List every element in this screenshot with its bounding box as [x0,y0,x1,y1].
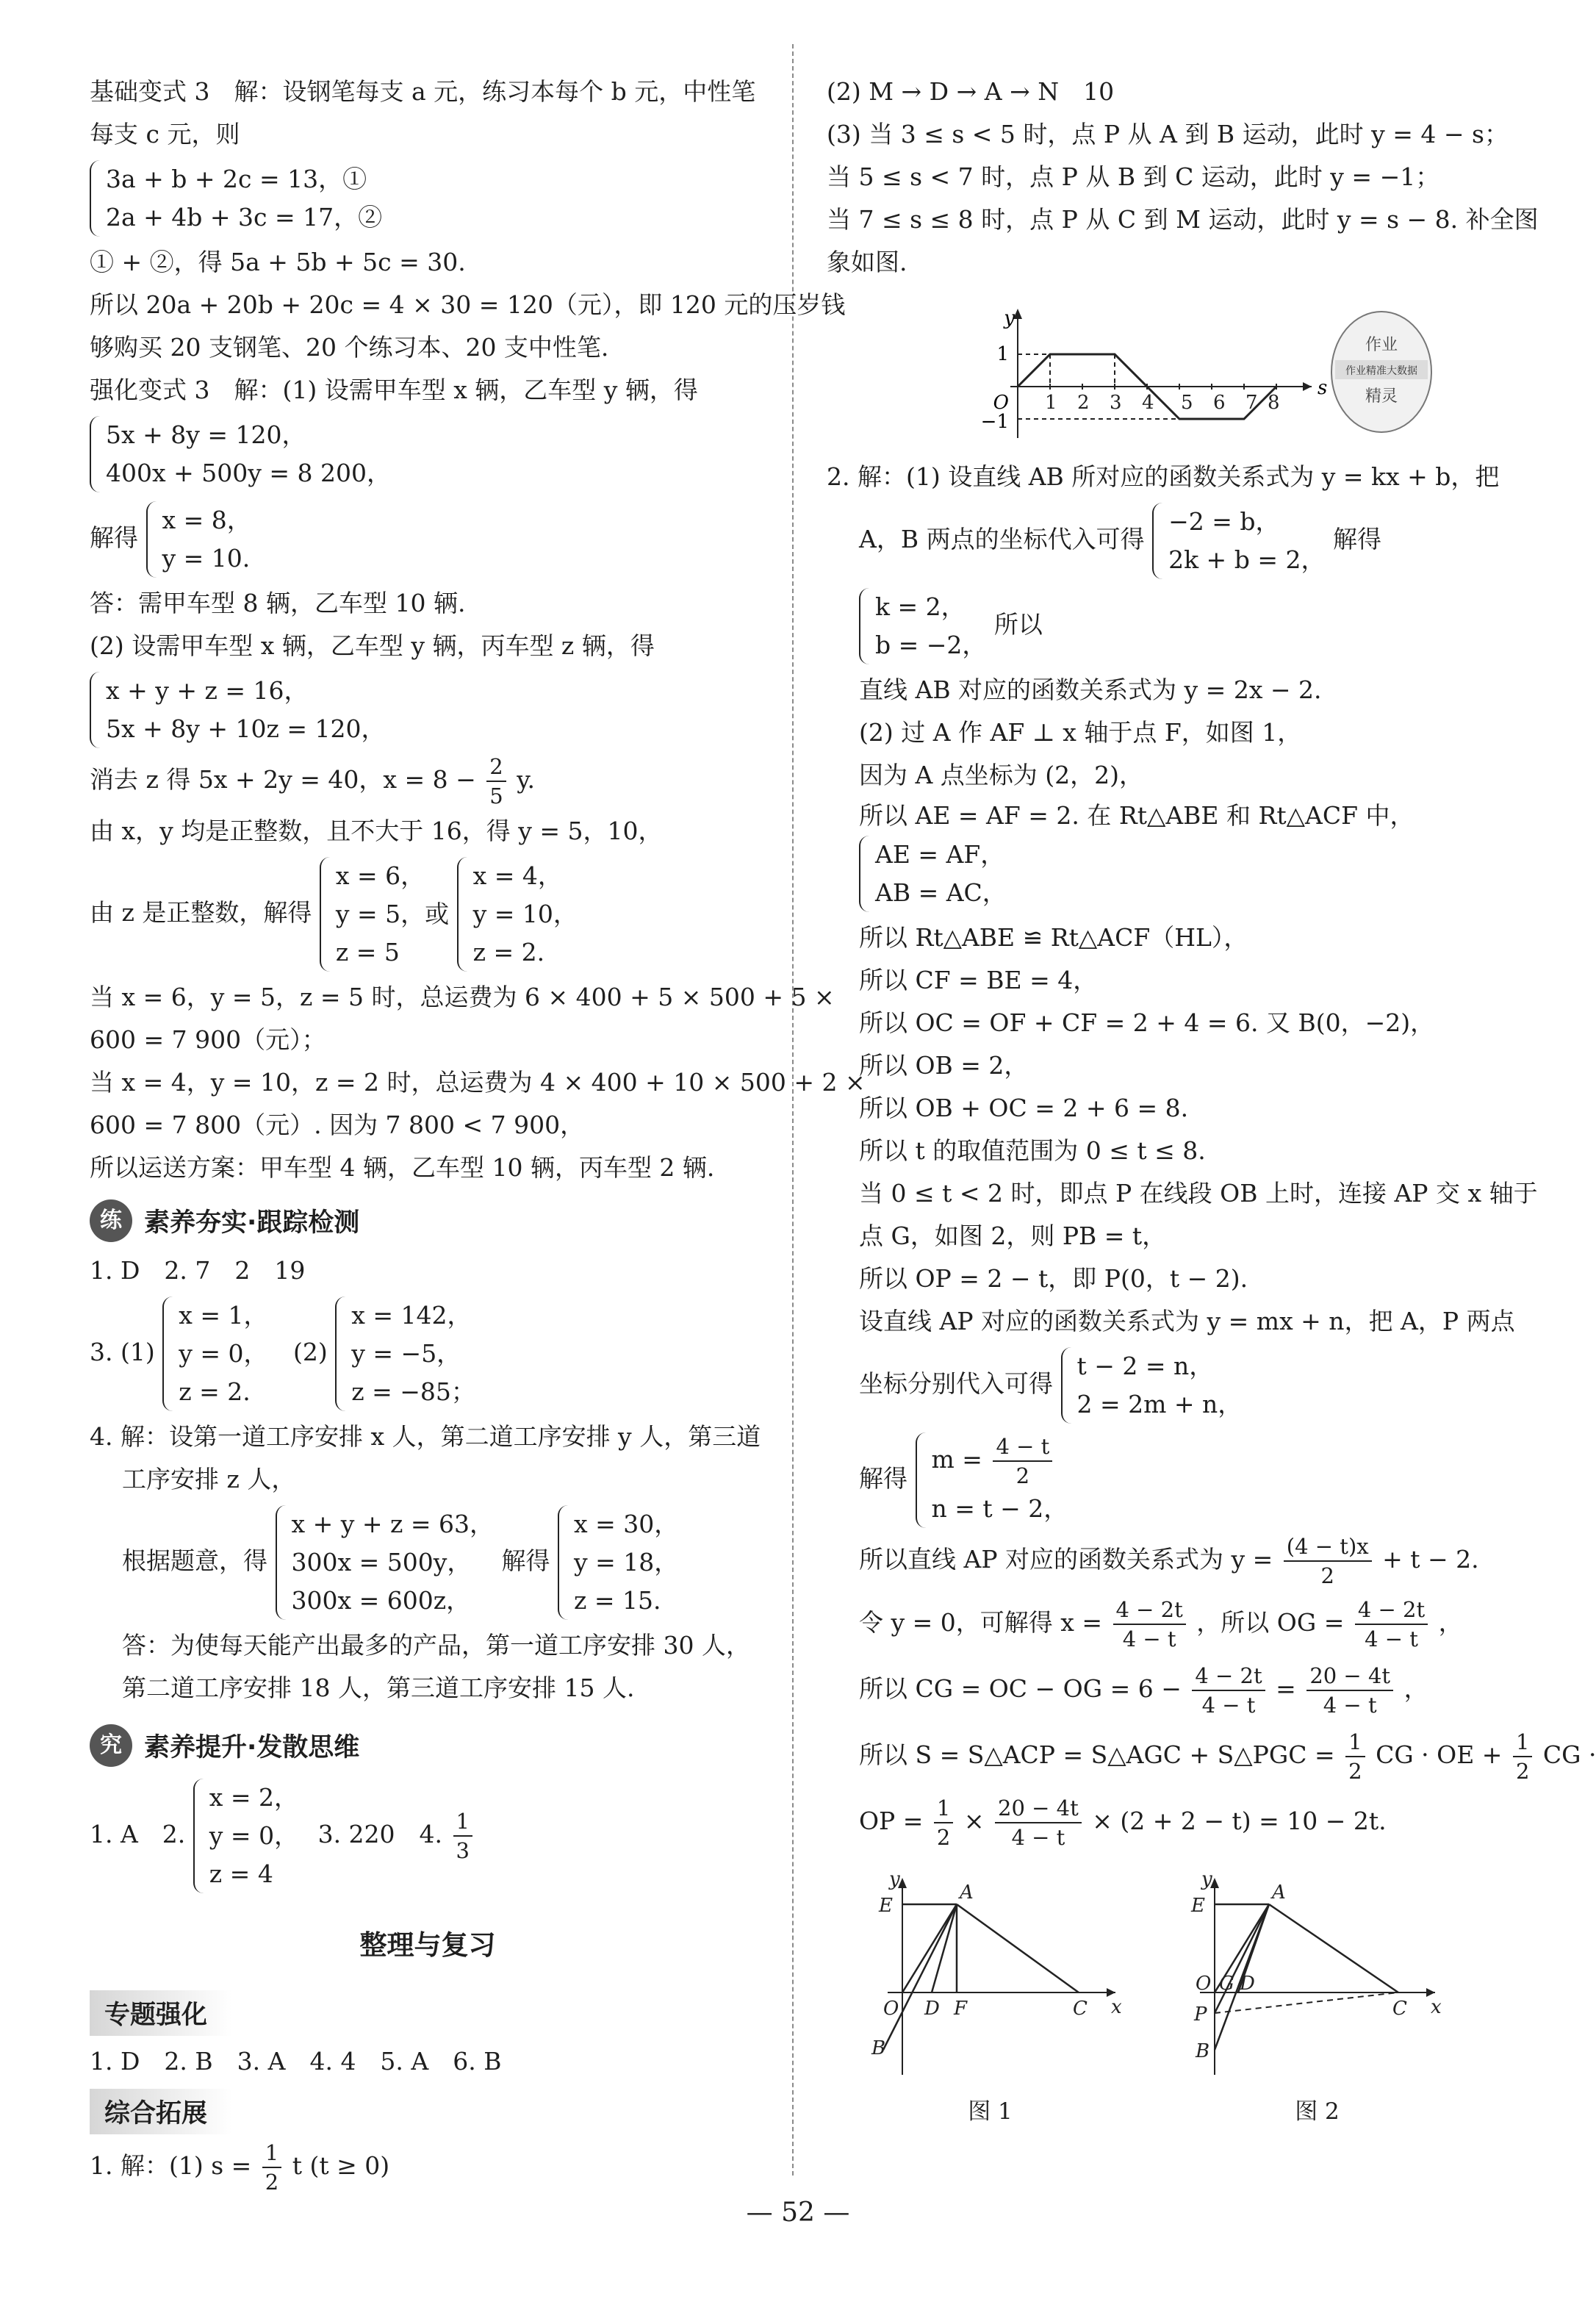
equation: y = 0， [179,1339,268,1368]
label-x: x [1110,1996,1122,2018]
label-C: C [1392,1998,1407,2020]
fraction [262,2139,281,2196]
text-line: 所以 20a + 20b + 20c = 4 × 30 = 120（元），即 120 元的压岁钱 [90,290,846,319]
numerator: 20 − 4t [1306,1662,1393,1691]
numerator: 1 [453,1807,472,1837]
equation-system [859,588,986,664]
equation: 5x + 8y + 10z = 120， [106,714,386,743]
equation: z = −85； [351,1377,475,1406]
fraction [453,1807,472,1865]
text-line: 所以 OC = OF + CF = 2 + 4 = 6. 又 B(0，−2)， [859,1008,1435,1037]
numerator: 1 [1345,1728,1365,1757]
fraction [1513,1728,1532,1785]
equation: x = 30， [574,1510,679,1538]
numerator: 2 [486,753,506,782]
label: 1. A 2. [90,1820,186,1848]
equation-system [162,1296,267,1411]
text-line: 当 7 ≤ s ≤ 8 时，点 P 从 C 到 M 运动，此时 y = s − 8. 补全图 [827,205,1539,234]
tick-label-1: 1 [996,343,1009,365]
text-line: 强化变式 3 解：(1) 设需甲车型 x 辆，乙车型 y 辆，得 [90,376,698,404]
answer-line [90,1292,766,1416]
equation-system [193,1779,298,1893]
figure-1-caption: 图 1 [968,2098,1013,2125]
equation: 5x + 8y = 120， [106,420,306,449]
text-line: 600 = 7 900（元）； [90,1025,326,1054]
solution-line [827,1428,1481,1532]
text: + t − 2. [1382,1545,1479,1574]
numerator: 4 − 2t [1355,1596,1428,1625]
text-line: 所以 OB = 2， [859,1051,1029,1080]
numerator: 4 − t [993,1432,1052,1462]
label: 解得 [90,523,138,552]
origin-label: O [993,392,1009,414]
equation-system [558,1505,678,1620]
denominator: 4 − t [1201,1693,1256,1718]
label-E: E [878,1895,893,1917]
text-line: 工序安排 z 人， [122,1465,296,1493]
subsection-title: 专题强化 [90,1990,232,2036]
figure-2-diagram [1185,1869,1450,2082]
equation-system [1152,503,1325,579]
numerator: 1 [262,2139,281,2168]
equation: z = 4 [209,1859,273,1888]
equation: y = 0， [209,1821,299,1850]
svg-text:3: 3 [1110,392,1122,414]
text-line: 所以 OP = 2 − t，即 P(0，t − 2). [859,1264,1248,1293]
equation: x = 2， [209,1783,299,1812]
numerator: (4 − t)x [1284,1532,1372,1562]
column-divider [792,44,794,2176]
text: 消去 z 得 5x + 2y = 40，x = 8 − [90,765,476,794]
equation-system [335,1296,475,1411]
label-B: B [1195,2040,1209,2062]
text-line: ① + ②，得 5a + 5b + 5c = 30. [90,248,466,276]
page-number: — 52 — [746,2198,850,2228]
text: 解得 [859,1464,907,1493]
text-line: 当 0 ≤ t < 2 时，即点 P 在线段 OB 上时，连接 AP 交 x 轴于 [859,1179,1538,1208]
denominator: 2 [1515,1759,1530,1784]
text: CG · [1542,1740,1596,1769]
label-E: E [1190,1895,1205,1917]
text: ， [1403,1674,1428,1703]
text: y. [517,765,535,794]
numerator: 4 − 2t [1113,1596,1186,1625]
equation-system [859,836,1007,912]
equation: x + y + z = 63， [291,1510,495,1538]
fraction [1345,1728,1365,1785]
text-line: 当 x = 4，y = 10，z = 2 时，总运费为 4 × 400 + 10 × 500 + 2 × [90,1068,866,1097]
fraction [1355,1596,1428,1653]
equation: −2 = b， [1168,507,1280,536]
fraction [995,1794,1082,1851]
text-line: 因为 A 点坐标为 (2，2)， [859,761,1144,789]
answer-line [90,1774,766,1898]
text: ，所以 OG = [1196,1608,1345,1637]
text-line: (3) 当 3 ≤ s < 5 时，点 P 从 A 到 B 运动，此时 y = 4 − s； [827,120,1509,148]
section-badge: 练 [90,1199,132,1242]
text: 所以 AE = AF = 2. 在 Rt△ABE 和 Rt△ACF 中， [859,801,1415,830]
text: × [963,1807,985,1835]
svg-text:1: 1 [1045,392,1057,414]
label-O: O [1195,1973,1211,1995]
label-G: G [1218,1973,1234,1995]
equation: k = 2， [875,592,966,621]
svg-text:5: 5 [1181,392,1193,414]
equation: AE = AF， [875,840,1005,869]
axis-label-y: y [1004,307,1015,329]
denominator: 4 − t [1323,1693,1377,1718]
label: 3. (1) [90,1338,155,1366]
section-header [90,1724,766,1767]
label: (2) [293,1338,328,1366]
equation-system [916,1432,1068,1528]
equation: 400x + 500y = 8 200， [106,459,391,487]
text-line: 第二道工序安排 18 人，第三道工序安排 15 人. [122,1674,635,1702]
label: 根据题意，得 [122,1546,267,1575]
label-A: A [959,1882,974,1904]
label-A: A [1271,1882,1286,1904]
svg-text:2: 2 [1077,392,1090,414]
text-line: 当 x = 6，y = 5，z = 5 时，总运费为 6 × 400 + 5 × 500 + 5 × [90,983,835,1011]
equation: 300x = 500y， [291,1548,472,1577]
equation: x + y + z = 16， [106,676,309,705]
text-line: 所以 t 的取值范围为 0 ≤ t ≤ 8. [859,1136,1206,1165]
solution-line [90,497,766,582]
text-line [827,1722,1596,1788]
text: 坐标分别代入可得 [859,1369,1053,1398]
svg-text:8: 8 [1268,392,1280,414]
fraction [1192,1662,1265,1719]
label-D: D [1239,1973,1255,1995]
text: × (2 + 2 − t) = 10 − 2t. [1092,1807,1387,1835]
review-title: 整理与复习 [359,1929,496,1961]
label-y: y [1201,1869,1212,1890]
text-line: 答：为使每天能产出最多的产品，第一道工序安排 30 人， [122,1631,750,1660]
text-line: 所以 CF = BE = 4， [859,966,1098,994]
stamp [1331,312,1431,432]
denominator: 2 [1016,1463,1030,1488]
piecewise-graph [827,298,1481,445]
equation: 2k + b = 2， [1168,545,1326,574]
text-line: 由 x，y 均是正整数，且不大于 16，得 y = 5，10， [90,817,663,845]
numerator: 20 − 4t [995,1794,1082,1823]
stamp-text: 作业 [1365,336,1398,354]
denominator: 4 − t [1122,1626,1176,1651]
equation [932,1432,1068,1490]
solution-line [827,498,1481,669]
equation-system [146,501,251,578]
figure-1 [858,1869,1123,2126]
denominator: 2 [1348,1759,1362,1784]
equation-system [320,857,449,972]
svg-text:4: 4 [1142,392,1154,414]
label-B: B [871,2037,885,2059]
solution-line [90,853,766,976]
solution-line [827,797,1481,917]
equation: t − 2 = n， [1076,1352,1214,1380]
equation: z = 2. [472,938,545,966]
text: A，B 两点的坐标代入可得 [859,525,1145,553]
text-line: 答：需甲车型 8 辆，乙车型 10 辆. [90,589,466,617]
numerator: 1 [934,1794,953,1823]
x-axis-arrow [1303,382,1312,391]
equation-system [90,672,386,748]
text-line: (2) 过 A 作 AF ⊥ x 轴于点 F，如图 1， [859,718,1302,747]
equation: x = 1， [179,1301,268,1330]
svg-text:6: 6 [1213,392,1226,414]
text-line [827,1656,1481,1722]
denominator: 4 − t [1365,1626,1418,1651]
text-line: 每支 c 元，则 [90,120,240,148]
equation: 300x = 600z， [291,1586,471,1615]
figure-1-diagram [858,1869,1123,2082]
figure-2-caption: 图 2 [1295,2098,1340,2125]
equation: b = −2， [875,631,987,659]
text: 1. 解：(1) s = [90,2151,252,2180]
equation-system [457,857,578,972]
text: 解得 [1332,525,1381,553]
section-header [90,1199,766,1242]
text-line: 设直线 AP 对应的函数关系式为 y = mx + n，把 A，P 两点 [859,1307,1515,1335]
solution-line [90,1501,766,1624]
label-O: O [883,1998,899,2020]
equation: AB = AC， [875,878,1007,907]
equation: x = 142， [351,1301,472,1330]
fraction [934,1794,953,1851]
svg-text:7: 7 [1245,392,1258,414]
denominator: 2 [1320,1563,1334,1588]
text-line: 2. 解：(1) 设直线 AB 所对应的函数关系式为 y = kx + b，把 [827,462,1500,491]
equation: 3a + b + 2c = 13，① [106,165,367,193]
equation: 2a + 4b + 3c = 17，② [106,203,383,232]
label-x: x [1430,1996,1442,2018]
fraction [1284,1532,1372,1590]
text-line [90,2139,766,2196]
text: ， [1438,1608,1463,1637]
text: 所以 CG = OC − OG = 6 − [859,1674,1182,1703]
piecewise-graph-area [827,298,1481,445]
text: OP = [859,1807,924,1835]
text: 所以 S = S△ACP = S△AGC + S△PGC = [859,1740,1335,1769]
axis-label-s: s [1318,377,1328,399]
section-title: 素养夯实·跟踪检测 [144,1208,360,1238]
text: 所以 [993,610,1043,639]
text-line: 所以运送方案：甲车型 4 辆，乙车型 10 辆，丙车型 2 辆. [90,1153,715,1182]
text-line: 基础变式 3 解：设钢笔每支 a 元，练习本每个 b 元，中性笔 [90,77,756,106]
text-line [90,753,766,810]
text-line: 当 5 ≤ s < 7 时，点 P 从 B 到 C 运动，此时 y = −1； [827,162,1440,191]
text-line: 直线 AB 对应的函数关系式为 y = 2x − 2. [859,675,1322,704]
text-line: 所以 OB + OC = 2 + 6 = 8. [859,1094,1189,1122]
left-column [90,71,866,2196]
label: 解得 [501,1546,550,1575]
equation: z = 2. [179,1377,251,1406]
fraction [993,1432,1052,1490]
text-line: 所以 Rt△ABE ≌ Rt△ACF（HL）， [859,923,1248,952]
solution-line [827,1343,1481,1428]
text-line: (2) 设需甲车型 x 辆，乙车型 y 辆，丙车型 z 辆，得 [90,631,655,660]
right-column [827,71,1596,2126]
section-title: 素养提升·发散思维 [144,1733,360,1762]
label-F: F [953,1998,967,2020]
label: 3. 220 4. [317,1820,443,1848]
text: 所以直线 AP 对应的函数关系式为 y = [859,1545,1273,1574]
denominator: 3 [456,1838,470,1863]
subsection-title: 综合拓展 [90,2089,232,2134]
fraction [1113,1596,1186,1653]
text-line [827,1590,1481,1656]
text-line [827,1532,1481,1590]
equation-system [1061,1347,1243,1424]
equation: x = 8， [162,506,251,534]
equation: x = 6， [335,861,425,890]
numerator: 4 − 2t [1192,1662,1265,1691]
text-line: 象如图. [827,248,907,276]
text: 令 y = 0，可解得 x = [859,1608,1102,1637]
label: 由 z 是正整数，解得 [90,898,312,927]
text-line: 1. D 2. 7 2 19 [90,1256,306,1285]
text: m = [931,1445,982,1474]
denominator: 4 − t [1011,1825,1065,1850]
text-line: 4. 解：设第一道工序安排 x 人，第二道工序安排 y 人，第三道 [90,1422,761,1451]
text-line: 1. D 2. B 3. A 4. 4 5. A 6. B [90,2047,502,2076]
equation: x = 4， [472,861,562,890]
fraction [486,753,506,810]
text-line: 够购买 20 支钢笔、20 个练习本、20 支中性笔. [90,333,609,362]
figures [827,1869,1481,2126]
section-badge: 究 [90,1724,132,1767]
label-D: D [924,1998,940,2020]
equation-system [90,160,382,237]
equation: z = 15. [574,1586,661,1615]
equation: n = t − 2， [931,1494,1068,1523]
label-P: P [1193,2004,1207,2026]
tick-label-neg1: −1 [980,411,1009,433]
fraction [1306,1662,1393,1719]
text-line [827,1788,1481,1854]
numerator: 1 [1513,1728,1532,1757]
text-line: (2) M → D → A → N 10 [827,77,1115,106]
label-y: y [888,1869,900,1890]
text-line: 600 = 7 800（元）. 因为 7 800 < 7 900， [90,1111,585,1139]
text-line: 点 G，如图 2，则 PB = t， [859,1222,1167,1250]
equation: z = 5 [335,938,400,966]
equation: y = −5， [351,1339,461,1368]
stamp-text: 作业精准大数据 [1345,365,1417,377]
equation: 2 = 2m + n， [1076,1390,1243,1418]
equation: y = 18， [574,1548,679,1577]
text: t (t ≥ 0) [292,2151,390,2180]
denominator: 5 [489,783,503,808]
equation: y = 5，或 [335,900,450,928]
stamp-text: 精灵 [1365,387,1398,406]
text: CG · OE + [1376,1740,1503,1769]
denominator: 2 [936,1825,951,1850]
label-C: C [1072,1998,1088,2020]
equation-system [90,416,391,492]
denominator: 2 [265,2170,279,2195]
equation: y = 10. [162,544,251,573]
equation: y = 10， [472,900,578,928]
figure-2 [1185,1869,1450,2126]
equation-system [276,1505,495,1620]
text: = [1276,1674,1296,1703]
